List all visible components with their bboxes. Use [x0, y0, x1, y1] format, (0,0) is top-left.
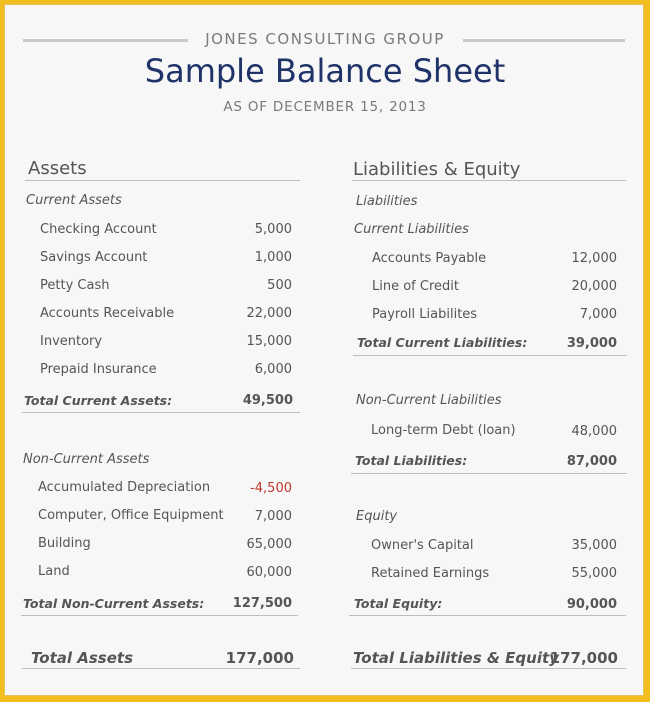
asset-item-value: 7,000: [254, 509, 292, 524]
asset-item-value: 15,000: [246, 334, 292, 349]
total-equity-rule: [349, 615, 626, 616]
asset-item-value: 6,000: [254, 362, 292, 377]
total-equity-label: Total Equity:: [354, 596, 443, 611]
assets-heading: Assets: [28, 158, 87, 179]
equity-item-value: 55,000: [571, 566, 617, 581]
liability-item-value: 48,000: [571, 424, 617, 439]
liabilities-heading-rule: [352, 180, 626, 181]
asset-item-name: Building: [38, 536, 91, 551]
asset-item-name: Inventory: [40, 334, 103, 349]
liability-item-name: Payroll Liabilites: [372, 307, 478, 322]
current-liabilities-label: Current Liabilities: [354, 222, 469, 237]
current-assets-label: Current Assets: [26, 193, 122, 208]
total-assets-value: 177,000: [225, 649, 294, 667]
total-liabilities-label: Total Liabilities:: [355, 453, 468, 468]
asset-item-value: 22,000: [246, 306, 292, 321]
company-name: JONES CONSULTING GROUP: [205, 30, 445, 48]
total-liabilities-equity-label: Total Liabilities & Equity: [353, 649, 559, 667]
asset-item-name: Petty Cash: [40, 278, 110, 293]
liabilities-label: Liabilities: [356, 194, 418, 209]
noncurrent-assets-rule: [21, 615, 298, 616]
asset-item-value: 500: [267, 278, 292, 293]
asset-item-value: 60,000: [246, 565, 292, 580]
total-liabilities-equity-value: 177,000: [549, 649, 618, 667]
current-assets-rule: [22, 412, 300, 413]
asset-item-value: 5,000: [254, 222, 292, 237]
liability-item-value: 12,000: [571, 251, 617, 266]
asset-item-name: Checking Account: [40, 222, 157, 237]
report-date: AS OF DECEMBER 15, 2013: [223, 99, 427, 115]
asset-item-name: Savings Account: [40, 250, 148, 265]
equity-item-value: 35,000: [571, 538, 617, 553]
total-assets-rule: [22, 668, 300, 669]
total-current-liabilities-label: Total Current Liabilities:: [357, 335, 528, 350]
noncurrent-assets-label: Non-Current Assets: [23, 452, 150, 467]
asset-item-value-negative: -4,500: [250, 481, 292, 496]
total-current-assets-label: Total Current Assets:: [24, 393, 173, 408]
asset-item-name: Accumulated Depreciation: [38, 480, 211, 495]
asset-item-value: 65,000: [246, 537, 292, 552]
asset-item-name: Computer, Office Equipment: [38, 508, 224, 523]
total-liabilities-value: 87,000: [566, 454, 617, 469]
current-liabilities-rule: [353, 355, 627, 356]
liability-item-value: 7,000: [579, 307, 617, 322]
total-noncurrent-assets-value: 127,500: [232, 596, 292, 611]
liability-item-value: 20,000: [571, 279, 617, 294]
equity-item-name: Retained Earnings: [371, 566, 490, 581]
total-current-assets-value: 49,500: [242, 393, 293, 408]
noncurrent-liabilities-label: Non-Current Liabilities: [356, 393, 502, 408]
asset-item-value: 1,000: [254, 250, 292, 265]
asset-item-name: Accounts Receivable: [40, 306, 175, 321]
liabilities-equity-heading: Liabilities & Equity: [353, 159, 521, 180]
total-assets-label: Total Assets: [31, 649, 133, 667]
total-current-liabilities-value: 39,000: [566, 336, 617, 351]
liability-item-name: Accounts Payable: [372, 251, 487, 266]
asset-item-name: Land: [38, 564, 70, 579]
liability-item-name: Line of Credit: [372, 279, 459, 294]
equity-item-name: Owner's Capital: [371, 538, 474, 553]
equity-label: Equity: [356, 509, 398, 524]
assets-heading-rule: [25, 180, 300, 181]
total-equity-value: 90,000: [566, 597, 617, 612]
liability-item-name: Long-term Debt (loan): [371, 423, 516, 438]
asset-item-name: Prepaid Insurance: [40, 362, 157, 377]
total-liabilities-equity-rule: [351, 668, 626, 669]
total-noncurrent-assets-label: Total Non-Current Assets:: [23, 596, 205, 611]
page-title: Sample Balance Sheet: [144, 52, 506, 90]
total-liabilities-rule: [351, 473, 627, 474]
